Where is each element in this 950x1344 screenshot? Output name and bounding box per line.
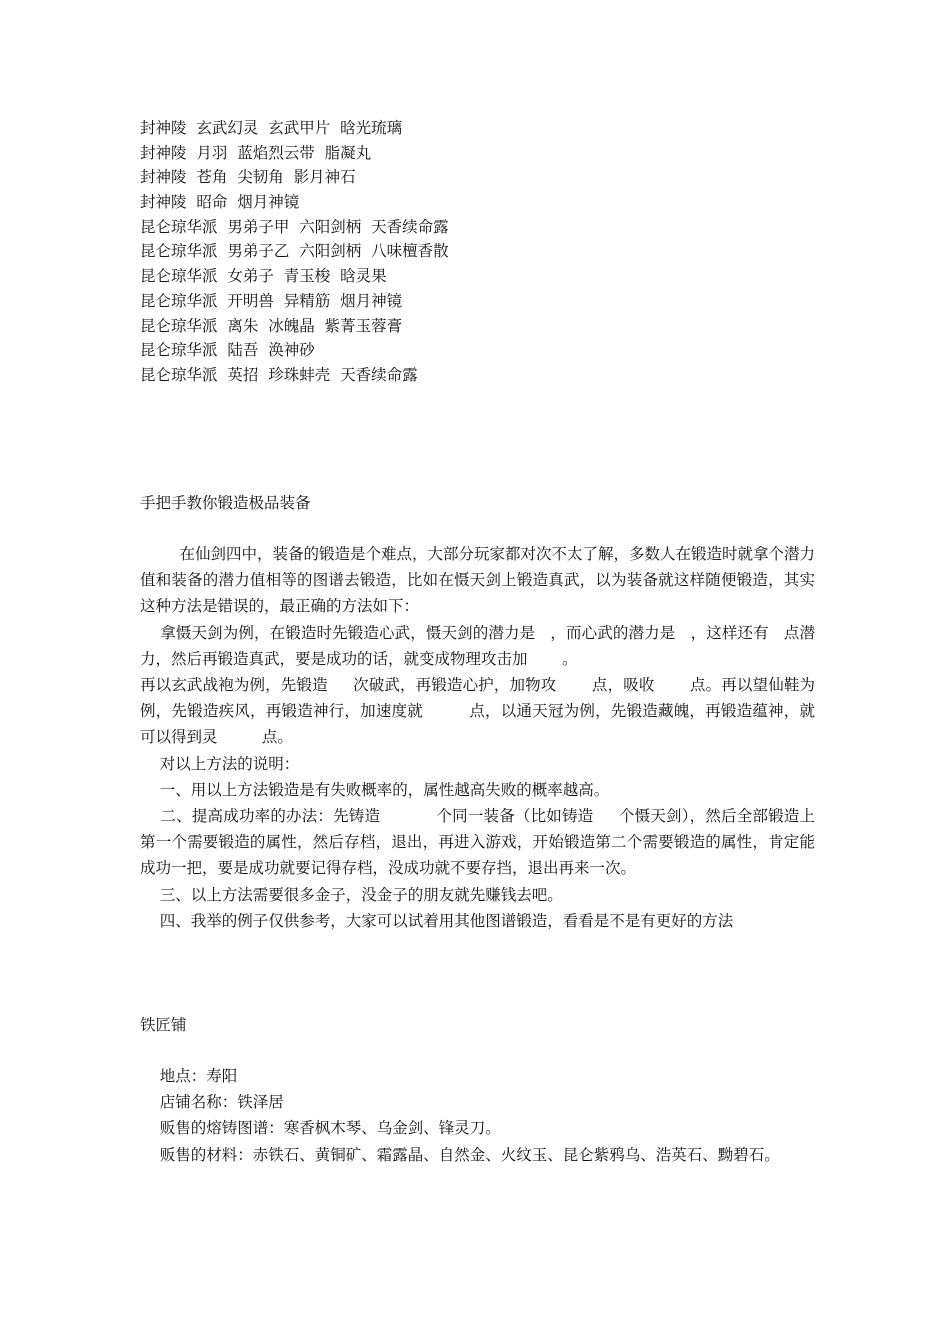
article-paragraph: 一、用以上方法锻造是有失败概率的，属性越高失败的概率越高。 — [140, 780, 610, 799]
shop-info — [140, 1063, 815, 1168]
article-paragraph: 四、我举的例子仅供参考，大家可以试着用其他图谱锻造，看看是不是有更好的方法 — [140, 911, 734, 930]
article-paragraph: 对以上方法的说明： — [140, 754, 300, 773]
recipe-line: 封神陵 苍角 尖韧角 影月神石 — [140, 168, 356, 187]
recipe-line: 封神陵 玄武幻灵 玄武甲片 晗光琉璃 — [140, 119, 403, 137]
article-paragraph: 三、以上方法需要很多金子，没金子的朋友就先赚钱去吧。 — [140, 885, 563, 904]
shop-title: 铁匠铺 — [140, 1016, 187, 1034]
recipe-line: 昆仑琼华派 离朱 冰魄晶 紫菁玉蓉膏 — [140, 316, 403, 335]
article-body — [140, 541, 815, 934]
recipe-line: 封神陵 昭命 烟月神镜 — [140, 193, 300, 212]
shop-line: 贩售的材料：赤铁石、黄铜矿、霜露晶、自然金、火纹玉、昆仑紫鸦乌、浩英石、黝碧石。 — [140, 1145, 780, 1164]
recipe-line: 昆仑琼华派 男弟子甲 六阳剑柄 天香续命露 — [140, 217, 449, 236]
recipe-line: 昆仑琼华派 英招 珍珠蚌壳 天香续命露 — [140, 365, 418, 384]
recipe-line: 封神陵 月羽 蓝焰烈云带 脂凝丸 — [140, 143, 372, 162]
recipe-line: 昆仑琼华派 女弟子 青玉梭 晗灵果 — [140, 267, 387, 286]
shop-line: 店铺名称：铁泽居 — [140, 1093, 284, 1112]
recipe-line: 昆仑琼华派 开明兽 异精筋 烟月神镜 — [140, 291, 403, 310]
shop-line: 地点：寿阳 — [140, 1067, 238, 1085]
recipe-line: 昆仑琼华派 男弟子乙 六阳剑柄 八味檀香散 — [140, 242, 449, 261]
recipe-list — [140, 116, 449, 388]
shop-line: 贩售的熔铸图谱：寒香枫木琴、乌金剑、锋灵刀。 — [140, 1119, 501, 1138]
article-paragraph: 再以玄武战袍为例，先锻造 次破武，再锻造心护，加物攻 点，吸收 点。再以望仙鞋为例，先锻造疾风，再锻造神行，加速度就 点，以通天冠为例，先锻造藏魄，再锻造蕴神，就可以得到灵 点。 — [140, 676, 815, 747]
article-title: 手把手教你锻造极品装备 — [140, 494, 311, 512]
article-paragraph: 二、提高成功率的办法：先铸造 个同一装备（比如铸造 个慑天剑），然后全部锻造上第一个需要锻造的属性，然后存档，退出，再进入游戏，开始锻造第二个需要锻造的属性，肯定能成功一把，要是成功就要记得存档，没成功就不要存挡，退出再来一次。 — [140, 807, 815, 878]
article-paragraph: 拿慑天剑为例，在锻造时先锻造心武，慑天剑的潜力是 ，而心武的潜力是 ，这样还有 点潜力，然后再锻造真武，要是成功的话，就变成物理攻击加 。 — [140, 623, 815, 668]
article-paragraph: 在仙剑四中，装备的锻造是个难点，大部分玩家都对次不太了解，多数人在锻造时就拿个潜力值和装备的潜力值相等的图谱去锻造，比如在慑天剑上锻造真武，以为装备就这样随便锻造，其实这种方法是错误的，最正确的方法如下： — [140, 545, 815, 616]
recipe-line: 昆仑琼华派 陆吾 涣神砂 — [140, 341, 315, 360]
